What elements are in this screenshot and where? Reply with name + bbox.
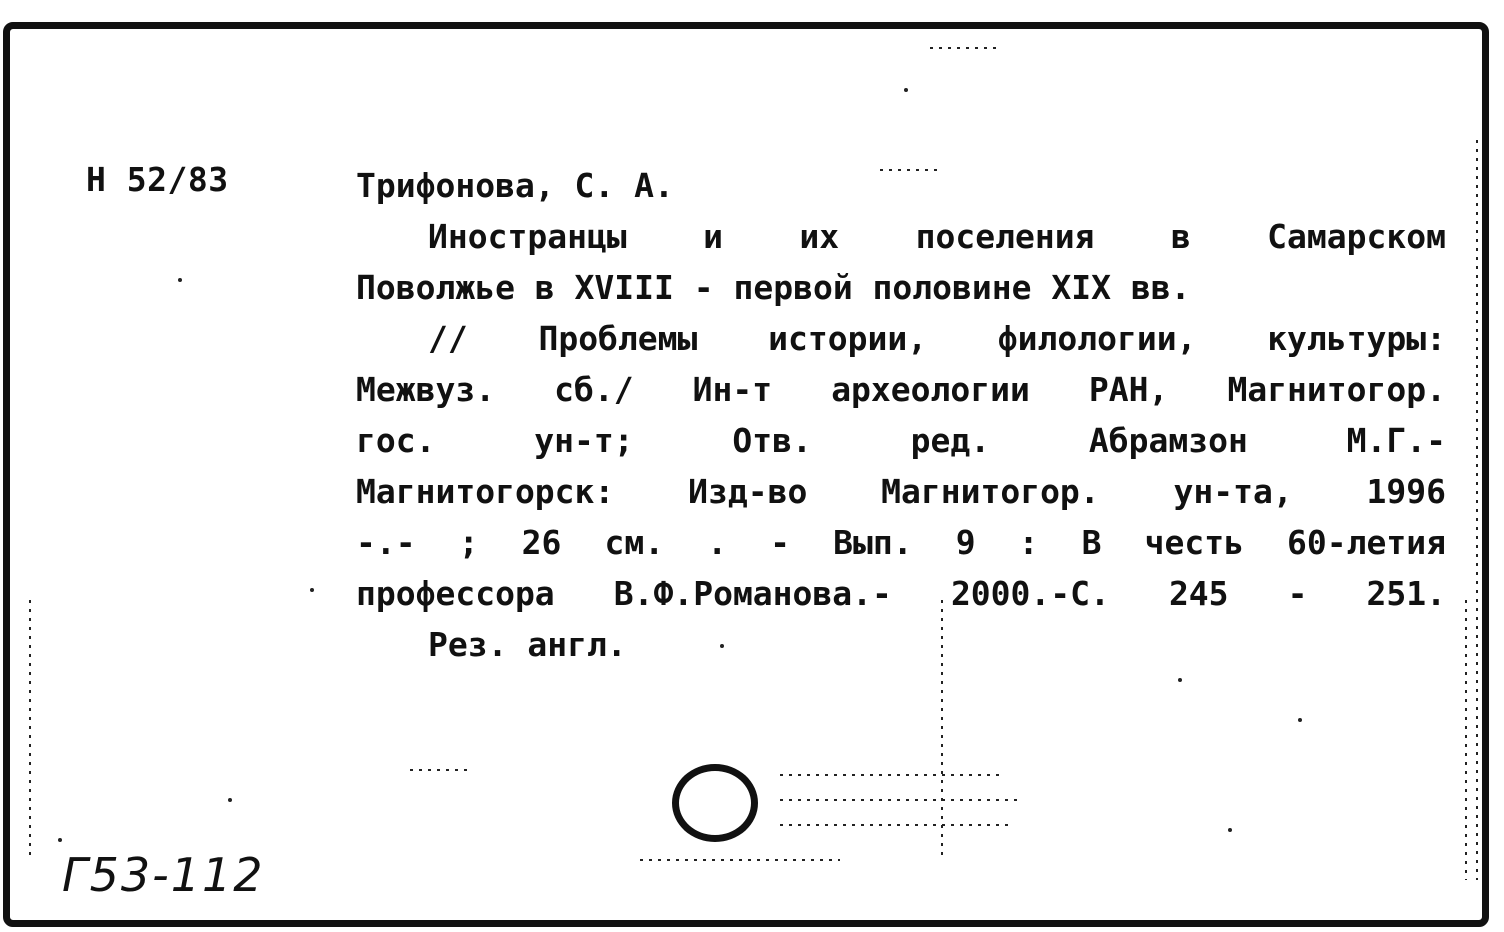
author-line: Трифонова, С. А. [356, 166, 674, 205]
punch-hole [672, 764, 758, 842]
bibliographic-entry [356, 160, 1446, 670]
note-line: Рез. англ. [428, 625, 627, 664]
description-line: профессора В.Ф.Романова.- 2000.-С. 245 - 251. [356, 574, 1446, 613]
description-line: // Проблемы истории, филологии, культуры: [428, 319, 1446, 358]
description-line: Межвуз. сб./ Ин-т археологии РАН, Магнитогор. [356, 370, 1446, 409]
shelfmark: H 52/83 [86, 160, 229, 199]
description-line: -.- ; 26 см. . - Вып. 9 : В честь 60-летия [356, 523, 1446, 562]
description-line: Иностранцы и их поселения в Самарском [428, 217, 1446, 256]
description-line: Поволжье в XVIII - первой половине XIX вв. [356, 268, 1191, 307]
description-line: Магнитогорск: Изд-во Магнитогор. ун-та, 1996 [356, 472, 1446, 511]
description-line: гос. ун-т; Отв. ред. Абрамзон М.Г.- [356, 421, 1446, 460]
handwritten-code: Г53-112 [62, 848, 265, 902]
